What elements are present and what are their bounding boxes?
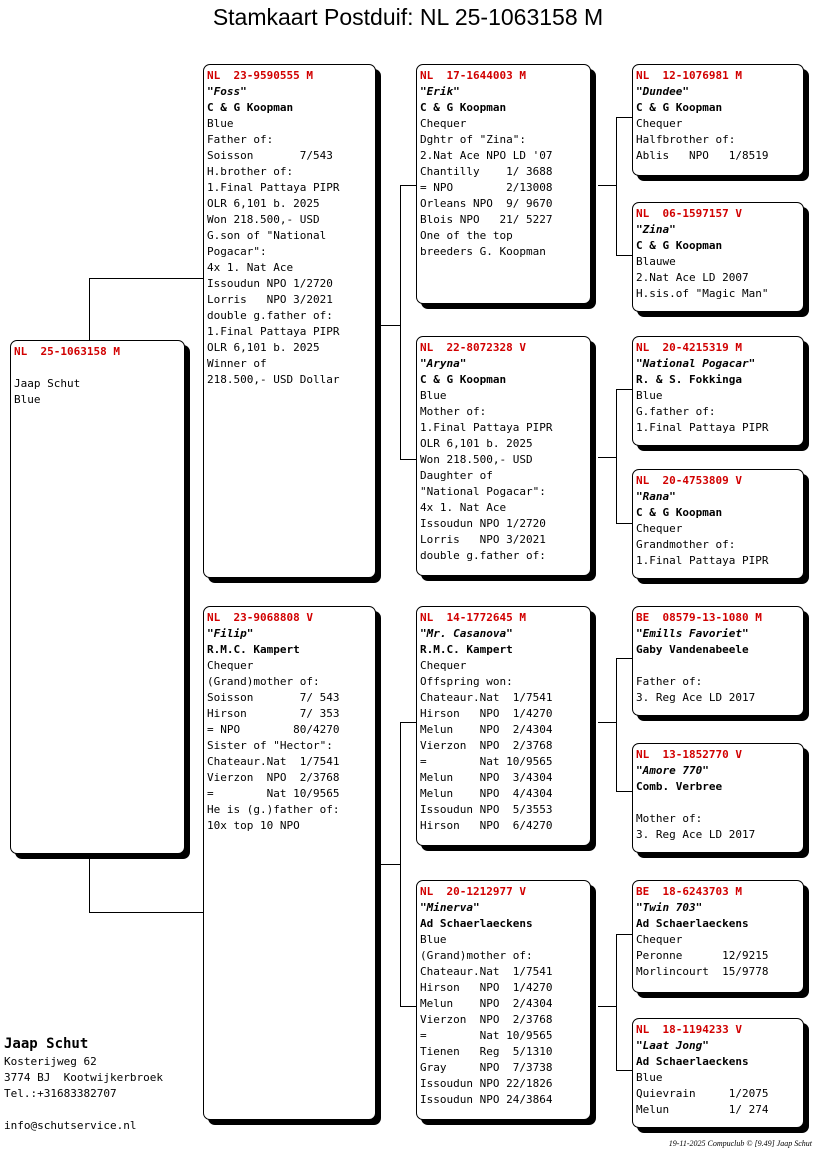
info-line: 2.Nat Ace LD 2007 (636, 271, 749, 284)
connector-line (381, 325, 401, 326)
info-line: Mother of: (636, 812, 703, 825)
dam-dam-card[interactable] (416, 880, 591, 1120)
connector-line (616, 523, 633, 524)
info-line: H.sis.of "Magic Man" (636, 287, 769, 300)
ring-number: NL 14-1772645 M (420, 611, 526, 624)
info-line: G.son of "National (207, 229, 327, 242)
dam-sire-sire-card[interactable] (632, 606, 804, 716)
info-line: Vierzon NPO 2/3768 (207, 771, 340, 784)
info-line: Peronne 12/9215 (636, 949, 769, 962)
info-line: Vierzon NPO 2/3768 (420, 1013, 553, 1026)
breeder-phone: Tel.:+31683382707 (4, 1087, 117, 1100)
info-line: Blue (636, 389, 663, 402)
owner-name: Ad Schaerlaeckens (420, 917, 533, 930)
ring-number: NL 06-1597157 V (636, 207, 742, 220)
owner-name: C & G Koopman (636, 506, 723, 519)
info-line: 4x 1. Nat Ace (420, 501, 507, 514)
info-line: double g.father of: (420, 549, 546, 562)
owner-name: C & G Koopman (420, 373, 507, 386)
dam-dam-sire-card[interactable] (632, 880, 804, 993)
pigeon-name: "Zina" (636, 223, 676, 236)
info-line: Dghtr of "Zina": (420, 133, 526, 146)
connector-line (400, 722, 401, 1007)
breeder-city: 3774 BJ Kootwijkerbroek (4, 1071, 163, 1084)
info-line: = NPO 2/13008 (420, 181, 553, 194)
info-line: Chequer (636, 117, 683, 130)
ring-number: NL 20-4215319 M (636, 341, 742, 354)
info-line: Hirson NPO 1/4270 (420, 981, 553, 994)
info-line: Chateaur.Nat 1/7541 (420, 691, 553, 704)
info-line: Blauwe (636, 255, 676, 268)
ring-number: NL 18-1194233 V (636, 1023, 742, 1036)
pigeon-name: "Erik" (420, 85, 460, 98)
ring-number: NL 17-1644003 M (420, 69, 526, 82)
info-line: H.brother of: (207, 165, 294, 178)
info-line: Orleans NPO 9/ 9670 (420, 197, 553, 210)
info-line: Blois NPO 21/ 5227 (420, 213, 553, 226)
connector-line (598, 457, 617, 458)
ring-number: NL 12-1076981 M (636, 69, 742, 82)
ring-number: NL 25-1063158 M (14, 345, 120, 358)
info-line: 3. Reg Ace LD 2017 (636, 828, 756, 841)
info-line: (Grand)mother of: (420, 949, 533, 962)
connector-line (616, 389, 633, 390)
info-line: = Nat 10/9565 (207, 787, 340, 800)
connector-line (616, 117, 633, 118)
connector-line (400, 1006, 417, 1007)
info-line: Soisson 7/ 543 (207, 691, 340, 704)
sire-sire-sire-card[interactable] (632, 64, 804, 176)
sire-dam-sire-card[interactable] (632, 336, 804, 446)
info-line: Quievrain 1/2075 (636, 1087, 769, 1100)
info-line: 1.Final Pattaya PIPR (636, 554, 769, 567)
info-line: Won 218.500,- USD (207, 213, 320, 226)
breeder-name: Jaap Schut (4, 1036, 89, 1052)
owner-name: R.M.C. Kampert (207, 643, 300, 656)
owner-name: Ad Schaerlaeckens (636, 917, 749, 930)
info-line: (Grand)mother of: (207, 675, 320, 688)
info-line: Melun NPO 3/4304 (420, 771, 553, 784)
connector-line (89, 912, 204, 913)
info-line: Mother of: (420, 405, 487, 418)
info-line: Lorris NPO 3/2021 (420, 533, 546, 546)
info-line: Halfbrother of: (636, 133, 736, 146)
info-line: One of the top (420, 229, 513, 242)
pigeon-name: "Laat Jong" (636, 1039, 709, 1052)
info-line: Issoudun NPO 24/3864 (420, 1093, 553, 1106)
info-line: Vierzon NPO 2/3768 (420, 739, 553, 752)
sire-sire-dam-card[interactable] (632, 202, 804, 312)
info-line (636, 658, 800, 674)
dam-card[interactable] (203, 606, 376, 1120)
info-line: = NPO 80/4270 (207, 723, 340, 736)
info-line: Pogacar": (207, 245, 267, 258)
info-line: Blue (636, 1071, 663, 1084)
info-line: 4x 1. Nat Ace (207, 261, 294, 274)
info-line: Melun NPO 2/4304 (420, 997, 553, 1010)
connector-line (616, 934, 633, 935)
info-line: Chequer (420, 659, 467, 672)
owner-name: C & G Koopman (636, 239, 723, 252)
ring-number: NL 23-9068808 V (207, 611, 313, 624)
info-line: Sister of "Hector": (207, 739, 333, 752)
connector-line (616, 255, 633, 256)
info-line: Melun 1/ 274 (636, 1103, 769, 1116)
info-line: Chequer (207, 659, 254, 672)
pigeon-name: "Minerva" (420, 901, 480, 914)
info-line: Gray NPO 7/3738 (420, 1061, 553, 1074)
info-line: Chequer (636, 933, 683, 946)
ring-number: NL 23-9590555 M (207, 69, 313, 82)
info-line: 2.Nat Ace NPO LD '07 (420, 149, 553, 162)
info-line: 1.Final Pattaya PIPR (636, 421, 769, 434)
info-line: Chateaur.Nat 1/7541 (420, 965, 553, 978)
ring-number: NL 22-8072328 V (420, 341, 526, 354)
sire-sire-card[interactable] (416, 64, 591, 304)
pigeon-name: "Amore 770" (636, 764, 709, 777)
pigeon-name: "Aryna" (420, 357, 467, 370)
subject-pigeon-card[interactable] (10, 340, 185, 854)
owner-name: C & G Koopman (420, 101, 507, 114)
info-line: = Nat 10/9565 (420, 755, 553, 768)
owner-name: C & G Koopman (207, 101, 294, 114)
info-line: Father of: (207, 133, 274, 146)
dam-sire-card[interactable] (416, 606, 591, 846)
info-line: 10x top 10 NPO (207, 819, 300, 832)
pigeon-name: "Emills Favoriet" (636, 627, 749, 640)
info-line: Father of: (636, 675, 703, 688)
info-line: Blue (420, 389, 447, 402)
info-line: = Nat 10/9565 (420, 1029, 553, 1042)
info-line: Blue (207, 117, 234, 130)
info-line: 1.Final Pattaya PIPR (420, 421, 553, 434)
info-line: Issoudun NPO 1/2720 (420, 517, 546, 530)
info-line: Chequer (636, 522, 683, 535)
info-line: Chantilly 1/ 3688 (420, 165, 553, 178)
connector-line (616, 389, 617, 524)
pigeon-name: "Dundee" (636, 85, 689, 98)
info-line: Chequer (420, 117, 467, 130)
info-line: Hirson 7/ 353 (207, 707, 340, 720)
ring-number: NL 20-1212977 V (420, 885, 526, 898)
info-line: Blue (14, 393, 41, 406)
owner-name: Ad Schaerlaeckens (636, 1055, 749, 1068)
info-line: Tienen Reg 5/1310 (420, 1045, 553, 1058)
connector-line (616, 934, 617, 1071)
info-line: Won 218.500,- USD (420, 453, 533, 466)
connector-line (598, 1006, 617, 1007)
info-line: OLR 6,101 b. 2025 (207, 341, 320, 354)
info-line: Issoudun NPO 1/2720 (207, 277, 333, 290)
page-title: Stamkaart Postduif: NL 25-1063158 M (212, 4, 604, 30)
connector-line (616, 117, 617, 256)
info-line: 3. Reg Ace LD 2017 (636, 691, 756, 704)
dam-dam-dam-card[interactable] (632, 1018, 804, 1128)
info-line: Lorris NPO 3/2021 (207, 293, 333, 306)
sire-dam-dam-card[interactable] (632, 469, 804, 579)
info-line: "National Pogacar": (420, 485, 546, 498)
info-line: Daughter of (420, 469, 493, 482)
info-line (14, 360, 181, 376)
owner-name: C & G Koopman (636, 101, 723, 114)
connector-line (400, 185, 417, 186)
ring-number: NL 20-4753809 V (636, 474, 742, 487)
footer-text: 19-11-2025 Compuclub © [9.49] Jaap Schut (668, 1139, 812, 1148)
connector-line (381, 864, 401, 865)
info-line: Ablis NPO 1/8519 (636, 149, 769, 162)
connector-line (616, 791, 633, 792)
info-line: Issoudun NPO 22/1826 (420, 1077, 553, 1090)
pigeon-name: "Mr. Casanova" (420, 627, 513, 640)
info-line: Melun NPO 2/4304 (420, 723, 553, 736)
owner-name: R.M.C. Kampert (420, 643, 513, 656)
info-line: Winner of (207, 357, 267, 370)
owner-name: Comb. Verbree (636, 780, 723, 793)
info-line: Soisson 7/543 (207, 149, 333, 162)
breeder-address: Kosterijweg 62 (4, 1055, 97, 1068)
info-line: Hirson NPO 6/4270 (420, 819, 553, 832)
connector-line (89, 855, 90, 913)
connector-line (598, 722, 617, 723)
info-line: Chateaur.Nat 1/7541 (207, 755, 340, 768)
sire-card[interactable] (203, 64, 376, 578)
sire-dam-card[interactable] (416, 336, 591, 576)
info-line: Hirson NPO 1/4270 (420, 707, 553, 720)
breeder-email[interactable]: info@schutservice.nl (4, 1119, 137, 1132)
info-line (636, 795, 800, 811)
breeder-info (4, 1034, 163, 1134)
connector-line (616, 658, 617, 792)
info-line: He is (g.)father of: (207, 803, 340, 816)
info-line: Blue (420, 933, 447, 946)
pigeon-name: "Foss" (207, 85, 247, 98)
ring-number: NL 13-1852770 V (636, 748, 742, 761)
info-line: Jaap Schut (14, 377, 81, 390)
owner-name: R. & S. Fokkinga (636, 373, 742, 386)
info-line: G.father of: (636, 405, 716, 418)
connector-line (89, 278, 90, 342)
info-line: 1.Final Pattaya PIPR (207, 181, 340, 194)
connector-line (400, 459, 417, 460)
info-line: OLR 6,101 b. 2025 (420, 437, 533, 450)
info-line: double g.father of: (207, 309, 333, 322)
pigeon-name: "Twin 703" (636, 901, 703, 914)
pigeon-name: "Filip" (207, 627, 254, 640)
info-line: Melun NPO 4/4304 (420, 787, 553, 800)
info-line: 1.Final Pattaya PIPR (207, 325, 340, 338)
dam-sire-dam-card[interactable] (632, 743, 804, 853)
connector-line (400, 722, 417, 723)
connector-line (616, 1070, 633, 1071)
ring-number: BE 18-6243703 M (636, 885, 742, 898)
pigeon-name: "National Pogacar" (636, 357, 756, 370)
connector-line (616, 658, 633, 659)
info-line: Grandmother of: (636, 538, 736, 551)
connector-line (89, 278, 204, 279)
connector-line (400, 185, 401, 460)
info-line: Offspring won: (420, 675, 513, 688)
info-line: Morlincourt 15/9778 (636, 965, 769, 978)
info-line: OLR 6,101 b. 2025 (207, 197, 320, 210)
info-line: breeders G. Koopman (420, 245, 546, 258)
info-line: Issoudun NPO 5/3553 (420, 803, 553, 816)
info-line: 218.500,- USD Dollar (207, 373, 340, 386)
connector-line (598, 185, 617, 186)
pigeon-name: "Rana" (636, 490, 676, 503)
owner-name: Gaby Vandenabeele (636, 643, 749, 656)
ring-number: BE 08579-13-1080 M (636, 611, 762, 624)
